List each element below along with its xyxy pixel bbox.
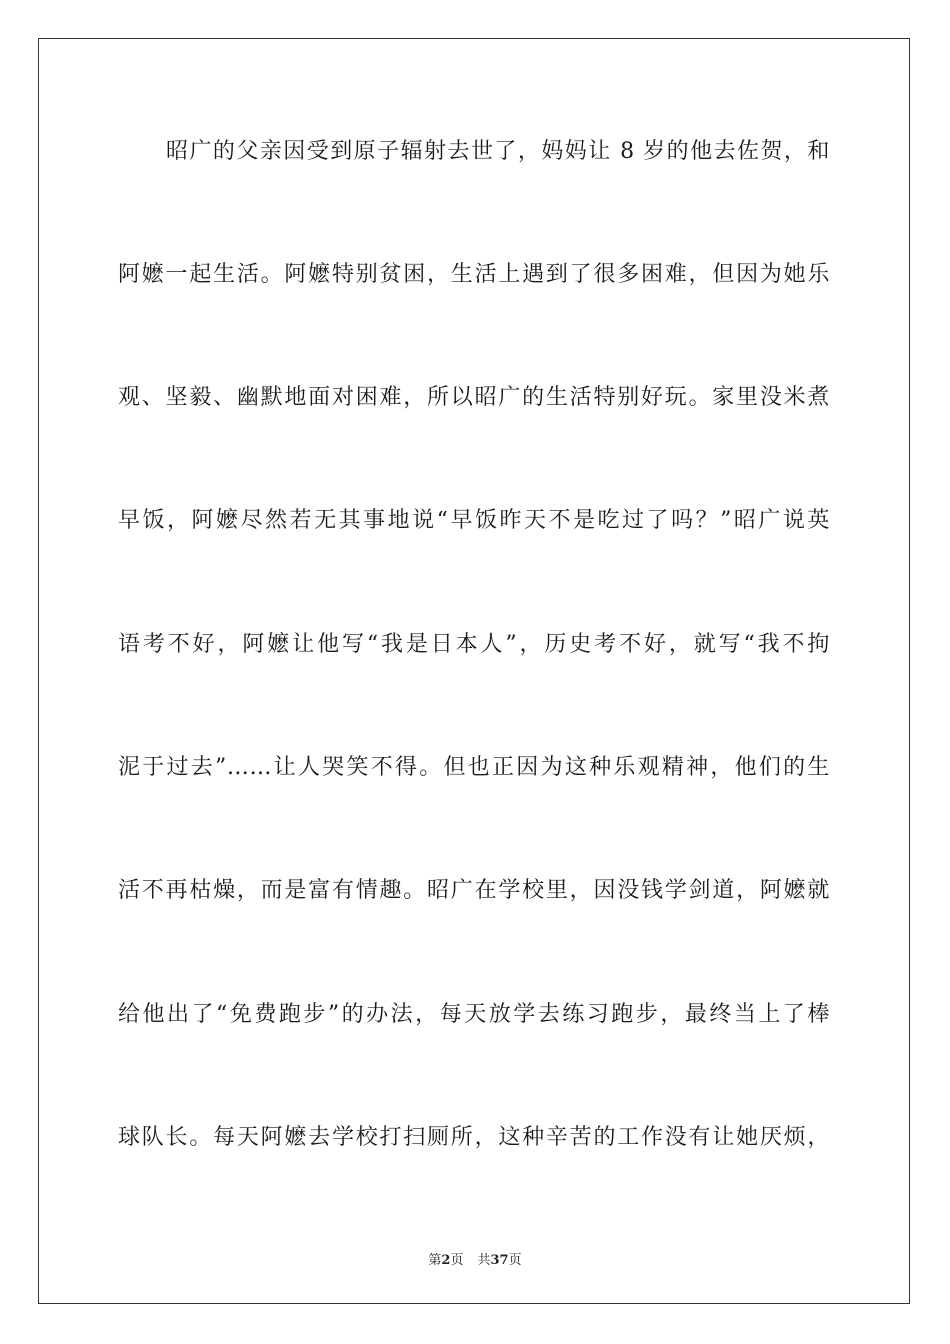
text-line-1: 昭广的父亲因受到原子辐射去世了，妈妈让 8 岁的他去佐贺，和 bbox=[166, 139, 830, 164]
text-line-8: 给他出了“免费跑步”的办法，每天放学去练习跑步，最终当上了棒 bbox=[118, 1002, 830, 1027]
page-footer bbox=[0, 1252, 950, 1270]
text-line-4: 早饭，阿嬷尽然若无其事地说“早饭昨天不是吃过了吗？”昭广说英 bbox=[118, 508, 830, 533]
text-line-7: 活不再枯燥，而是富有情趣。昭广在学校里，因没钱学剑道，阿嬷就 bbox=[118, 878, 830, 903]
text-line-3: 观、坚毅、幽默地面对困难，所以昭广的生活特别好玩。家里没米煮 bbox=[118, 385, 830, 410]
text-line-2: 阿嬷一起生活。阿嬷特别贫困，生活上遇到了很多困难，但因为她乐 bbox=[118, 262, 830, 287]
page-number-label: 第2页 bbox=[428, 1253, 464, 1268]
page-frame bbox=[38, 38, 910, 1304]
total-pages-label: 共37页 bbox=[477, 1253, 522, 1268]
total-pages: 37 bbox=[490, 1253, 509, 1268]
page-number: 2 bbox=[441, 1253, 451, 1268]
text-line-9: 球队长。每天阿嬷去学校打扫厕所，这种辛苦的工作没有让她厌烦， bbox=[118, 1125, 830, 1150]
text-line-5: 语考不好，阿嬷让他写“我是日本人”，历史考不好，就写“我不拘 bbox=[118, 632, 830, 657]
text-line-6: 泥于过去”……让人哭笑不得。但也正因为这种乐观精神，他们的生 bbox=[118, 755, 830, 780]
